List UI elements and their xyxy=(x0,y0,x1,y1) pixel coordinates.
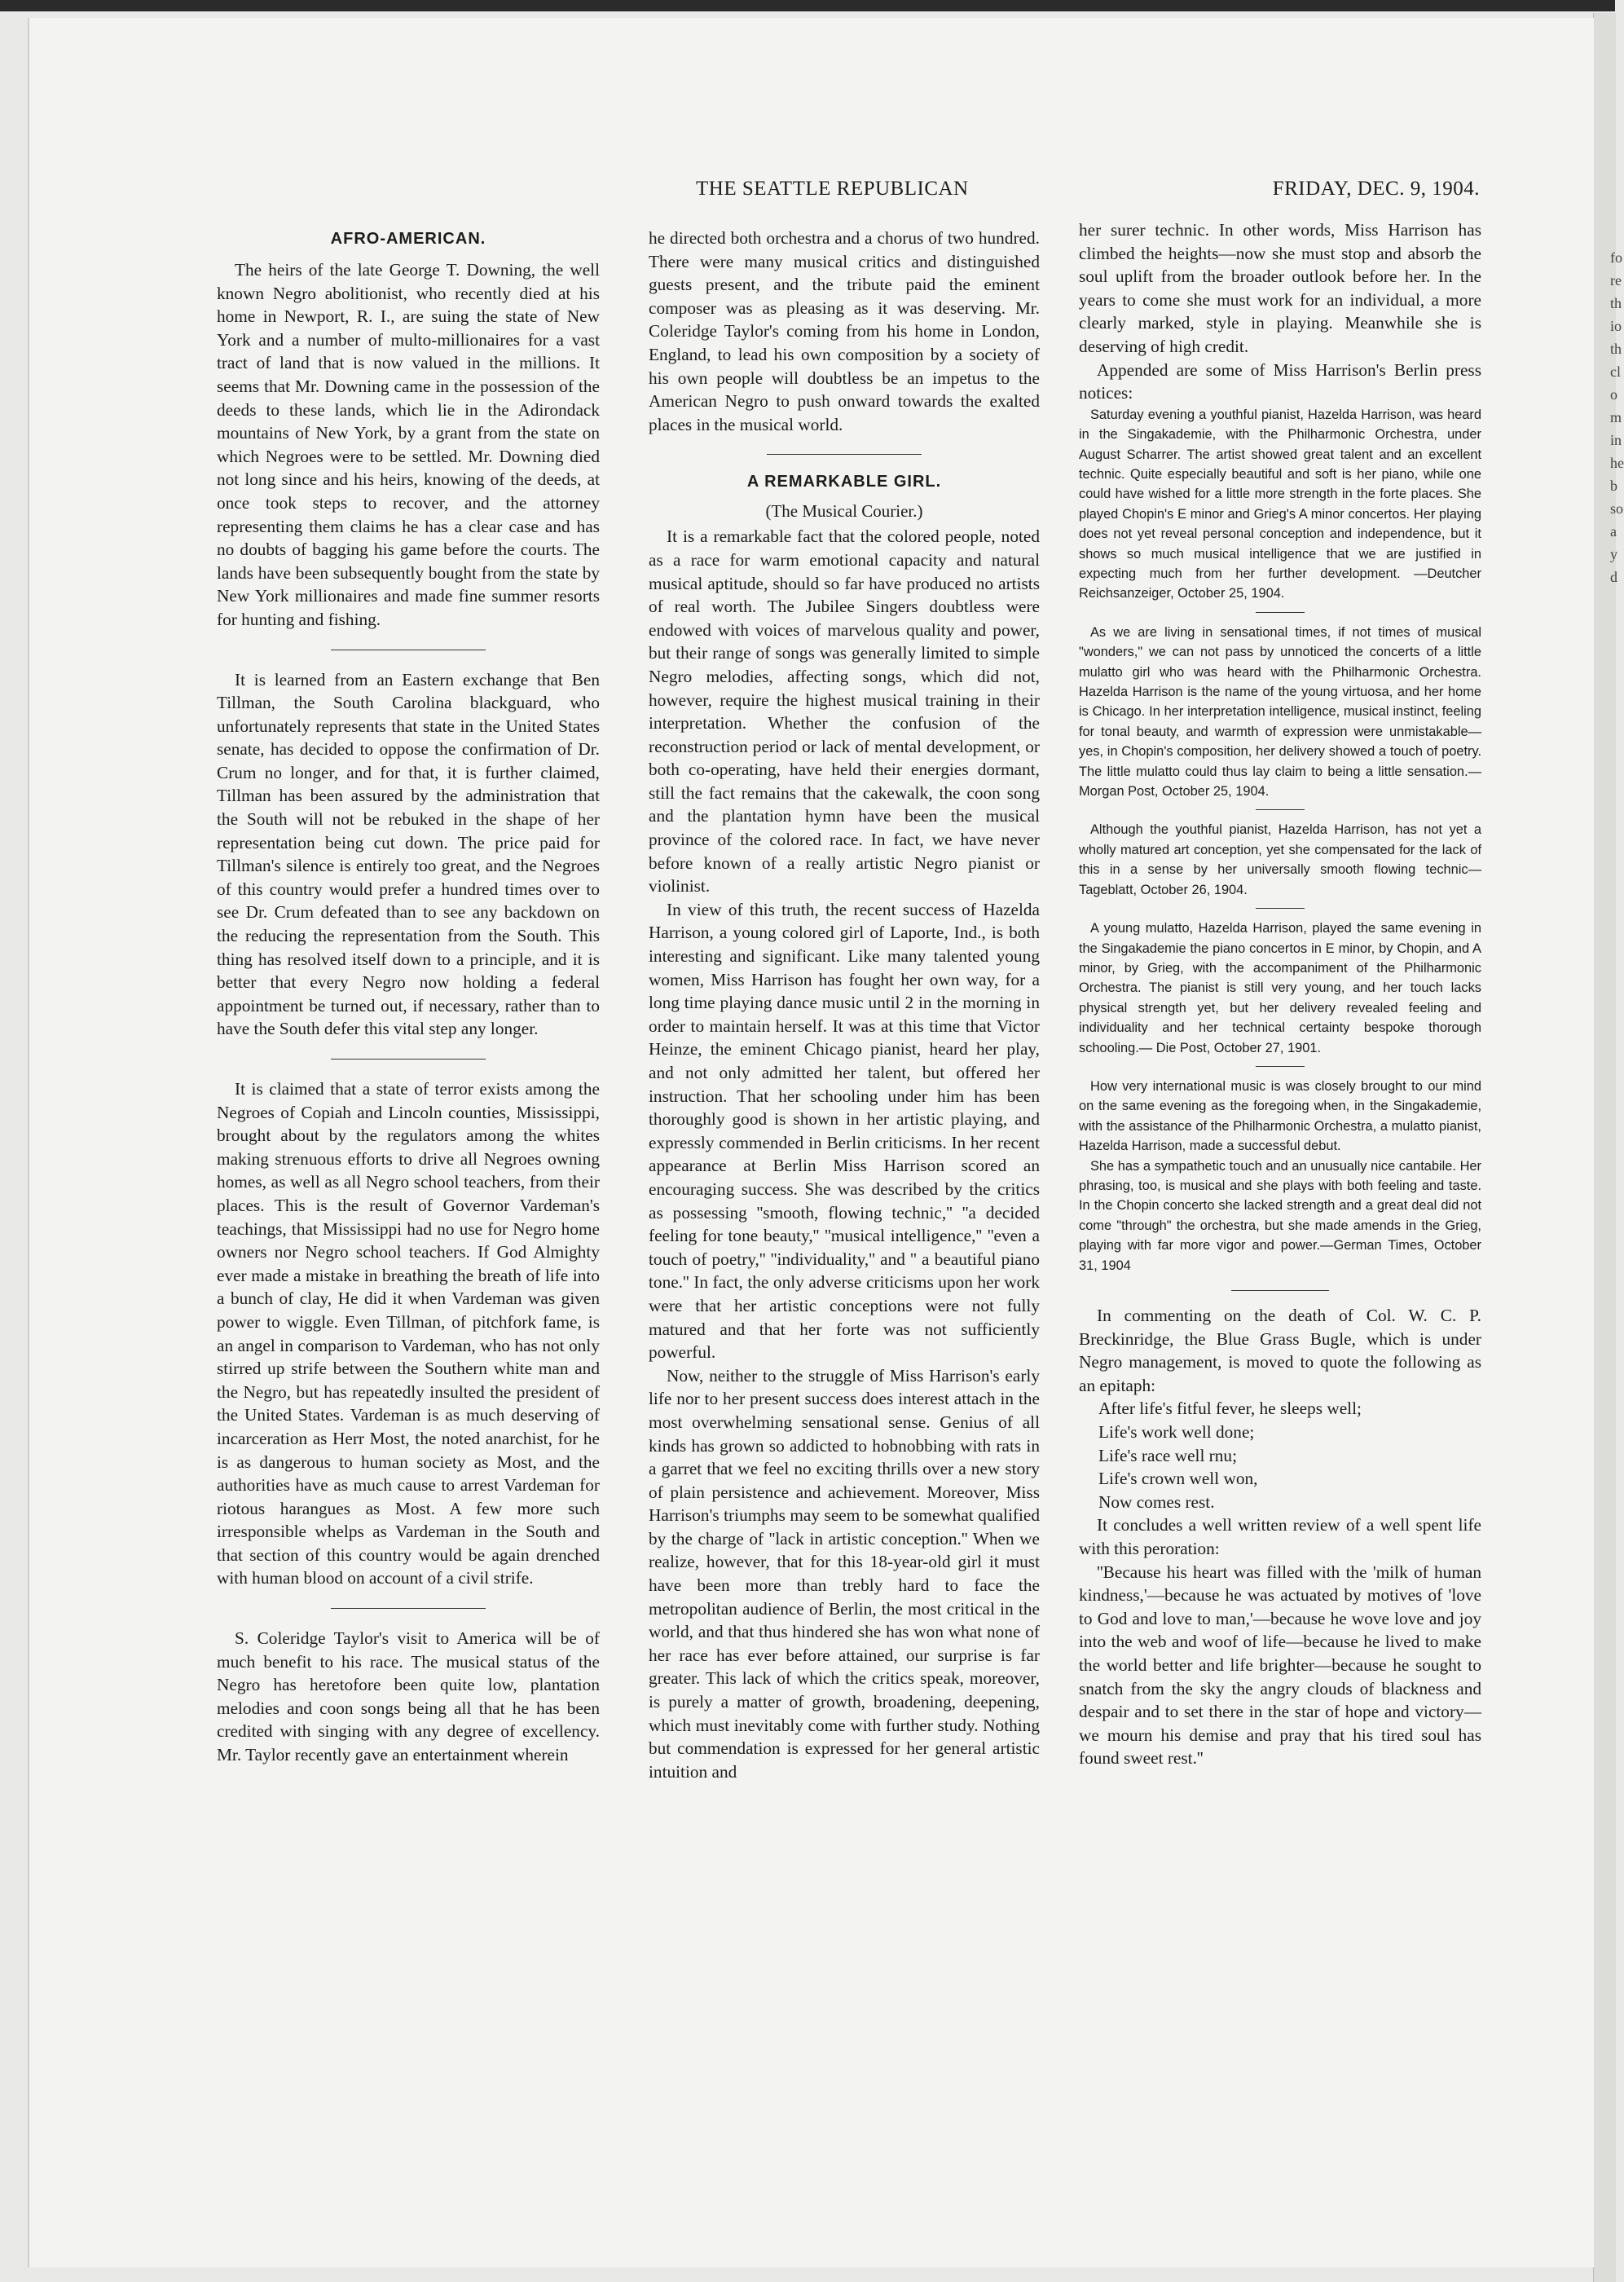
column-1 xyxy=(217,223,600,1767)
paper-title: THE SEATTLE REPUBLICAN xyxy=(696,178,969,200)
column-3 xyxy=(1079,218,1481,1770)
article-paragraph: he directed both orchestra and a chorus of two hundred. There were many musical critics and distinguished guests present, and the tribute paid the eminent composer was as pleasing as it was deserving. Mr. Coleridge Taylor's coming from his home in London, England, to lead his own composition by a society of his own people will doubtless be an impetus to the American Negro to push onward towards the exalted places in the musical world. xyxy=(649,228,1040,434)
article-paragraph: Now, neither to the struggle of Miss Harrison's early life nor to her present success does interest attach in the most overwhelming sensational sense. Genius of all kinds has grown so addicted to hobnobbing with rats in a garret that we feel no exciting thrills over a new story of plain persistence and achievement. Moreover, Miss Harrison's triumphs may seem to be somewhat qualified by the charge of ''lack in artistic conception.'' When we realize, however, that for this 18-year-old girl it must have been more than trebly hard to face the metropolitan audience of Berlin, the most critical in the world, and that thus hindered she has won what none of her race has ever before attained, our surprise is far greater. This lack of which the critics speak, moreover, is purely a matter of growth, broadening, deepening, which must inevitably come with further study. Nothing but commendation is expressed for her general artistic intuition and xyxy=(649,1365,1040,1782)
article-paragraph: It concludes a well written review of a well spent life with this peroration: xyxy=(1079,1515,1481,1558)
press-notice: Although the youthful pianist, Hazelda Harrison, has not yet a wholly matured art conception, yet she compensated for the lack of this in a sense by her universally smooth flowing technic—Tageblatt, October 26, 1904. xyxy=(1079,822,1481,897)
divider xyxy=(1256,612,1305,613)
divider xyxy=(1256,1066,1305,1067)
article-headline-afro-american: AFRO-AMERICAN. xyxy=(330,230,486,248)
newspaper-page xyxy=(28,18,1624,2267)
divider xyxy=(1231,1290,1329,1291)
press-notice: Saturday evening a youthful pianist, Hazelda Harrison, was heard in the Singakademie, with the Philharmonic Orchestra, under August Scharrer. The artist showed great talent and an excellent technic. Quite especially beautiful and soft is her piano, while one could have wished for a little more strength in the forte places. She played Chopin's E minor and Grieg's A minor concertos. Her playing does not yet reveal personal conception and independence, but it shows so much musical intelligence that we are justified in expecting much from her further development. —Deutcher Reichsanzeiger, October 25, 1904. xyxy=(1079,407,1481,601)
divider xyxy=(1256,908,1305,909)
divider xyxy=(1256,809,1305,810)
column-2 xyxy=(649,227,1040,1783)
press-notice: A young mulatto, Hazelda Harrison, played the same evening in the Singakademie the piano concertos in E minor, by Chopin, and A minor, by Grieg, with the accompaniment of the Philharmonic Orchestra. The pianist is still very young, and her touch lacks physical strength yet, but her delivery revealed feeling and individuality and her technical certainty bespoke thorough schooling.— Die Post, October 27, 1901. xyxy=(1079,921,1481,1055)
article-paragraph: S. Coleridge Taylor's visit to America will be of much benefit to his race. The musical status of the Negro has heretofore been quite low, plantation melodies and coon songs being all that he has been credited with singing with any degree of excellency. Mr. Taylor recently gave an entertainment wherein xyxy=(217,1628,600,1765)
poem-line: Now comes rest. xyxy=(1098,1491,1215,1512)
press-notice: As we are living in sensational times, if not times of musical "wonders," we can not pass by unnoticed the concerts of a little mulatto girl who was heard with the Philharmonic Orchestra. Hazelda Harrison is the name of the young virtuosa, and her home is Chicago. In her interpretation intelligence, musical instinct, feeling for tonal beauty, and warmth of expression were unmistakable—yes, in Chopin's composition, her delivery showed a touch of poetry. The little mulatto could thus lay claim to being a little sensation.—Morgan Post, October 25, 1904. xyxy=(1079,624,1481,800)
divider xyxy=(331,1059,486,1060)
poem-line: Life's crown well won, xyxy=(1098,1469,1258,1489)
adjacent-column-fragment: fo re th io th cl o m in he b so a y d xyxy=(1610,249,1624,585)
article-paragraph: In view of this truth, the recent success of Hazelda Harrison, a young colored girl of Laporte, Ind., is both interesting and significant. Like many talented young women, Miss Harrison has fought her own way, for a long time playing dance music until 2 in the morning in order to maintain herself. It was at this time that Victor Heinze, the eminent Chicago pianist, heard her play, and not only admitted her talent, but offered her instruction. That her schooling under him has been thoroughly good is shown in her artistic playing, and expressly commended in Berlin criticisms. In her recent appearance at Berlin Miss Harrison scored an encouraging success. She was described by the critics as possessing ''smooth, flowing technic,'' ''a decided feeling for tone beauty,'' ''musical intelligence,'' ''even a touch of poetry,'' ''individuality,'' and '' a beautiful piano tone.'' In fact, the only adverse criticisms upon her work were that her artistic conceptions were not fully matured and that her forte was not sufficiently powerful. xyxy=(649,899,1040,1363)
poem-line: Life's race well rnu; xyxy=(1098,1445,1237,1465)
press-notice: How very international music is was closely brought to our mind on the same evening as the foregoing when, in the Singakademie, with the assistance of the Philharmonic Orchestra, a mulatto pianist, Hazelda Harrison, made a successful debut. xyxy=(1079,1078,1481,1154)
divider xyxy=(767,454,922,455)
poem-line: Life's work well done; xyxy=(1098,1421,1255,1442)
article-paragraph: It is a remarkable fact that the colored people, noted as a race for warm emotional capacity and natural musical aptitude, should so far have produced no artists of real worth. The Jubilee Singers doubtless were endowed with voices of marvelous quality and power, but their range of songs was generally limited to simple Negro melodies, affecting songs, which did not, however, require the highest musical training in their interpretation. Whether the confusion of the reconstruction period or lack of mental development, or both co-operating, have held their energies dormant, still the fact remains that the cakewalk, the coon song and the plantation hymn have been the musical province of the colored race. In fact, we have never before known of a really artistic Negro pianist or violinist. xyxy=(649,526,1040,896)
epitaph-poem xyxy=(1079,1397,1481,1513)
divider xyxy=(331,1608,486,1609)
article-paragraph: The heirs of the late George T. Downing, the well known Negro abolitionist, who recently died at his home in Newport, R. I., are suing the state of New York and a number of multo-millionaires for a vast tract of land that is now valued in the millions. It seems that Mr. Downing came in the possession of the deeds to these lands, which lie in the Adirondack mountains of New York, by a grant from the state on which Negroes were to be settled. Mr. Downing died not long since and his heirs, knowing of the deeds, at once took steps to recover, and the attorney representing them claims he has a clear case and has no doubts of bagging his game before the courts. The lands have been subsequently bought from the state by New York millionaires and made fine summer resorts for hunting and fishing. xyxy=(217,260,600,629)
poem-line: After life's fitful fever, he sleeps well; xyxy=(1098,1399,1362,1419)
page-header xyxy=(192,178,1480,210)
article-paragraph: ''Because his heart was filled with the 'milk of human kindness,'—because he was actuated by motives of 'love to God and love to man,'—because he wove love and joy into the web and woof of life—because he lived to make the world better and life brighter—because he sought to snatch from the sky the angry clouds of blackness and despair and to set there in the star of hope and victory—we mourn his demise and pray that his tired soul has found sweet rest.'' xyxy=(1079,1562,1481,1769)
article-source: (The Musical Courier.) xyxy=(765,501,923,522)
article-paragraph: It is claimed that a state of terror exists among the Negroes of Copiah and Lincoln counties, Mississippi, brought about by the regulators among the whites making strenuous efforts to drive all Negroes owning homes, as well as all Negro school teachers, from their places. This is the result of Governor Vardeman's teachings, that Mississippi had no use for Negro home owners nor Negro school teachers. If God Almighty ever made a mistake in breathing the breath of life into a bunch of clay, He did it when Vardeman was given power to wiggle. Even Tillman, of pitchfork fame, is an angel in comparison to Vardeman, who has not only stirred up strife between the Southern white man and the Negro, but has repeatedly insulted the president of the United States. Vardeman is as much deserving of incarceration as Herr Most, the noted anarchist, for he is as dangerous to human society as Most, and the authorities have as much cause to arrest Vardeman for riotous harangues as Most. A few more such irresponsible whelps as Vardeman in the South and that section of this country would be again drenched with human blood on account of a civil strife. xyxy=(217,1079,600,1588)
article-paragraph: It is learned from an Eastern exchange that Ben Tillman, the South Carolina blackguard, who unfortunately represents that state in the United States senate, has decided to oppose the confirmation of Dr. Crum no longer, and for that, it is further claimed, Tillman has been assured by the administration that the South will not be rebuked in the shape of her representation being cut down. The price paid for Tillman's silence is entirely too great, and the Negroes of this country would prefer a hundred times over to see Dr. Crum defeated than to see any backdown on the reducing the representation from the South. This thing has resolved itself down to a principle, and it is better that every Negro now holding a federal appointment be turned out, if necessary, rather than to have the South defer this vital step any longer. xyxy=(217,669,600,1039)
article-headline-remarkable-girl: A REMARKABLE GIRL. xyxy=(746,473,942,491)
issue-date: FRIDAY, DEC. 9, 1904. xyxy=(1272,178,1480,200)
article-paragraph: her surer technic. In other words, Miss Harrison has climbed the heights—now she must stop and absorb the soul uplift from the broader outlook before her. In the years to come she must work for an individual, a more clearly marked, style in playing. Meanwhile she is deserving of high credit. xyxy=(1079,220,1481,356)
press-notice: She has a sympathetic touch and an unusually nice cantabile. Her phrasing, too, is musical and she plays with both feeling and taste. In the Chopin concerto she lacked strength and a great deal did not come "through" the orchestra, but she made amends in the Grieg, playing with far more vigor and power.—German Times, October 31, 1904 xyxy=(1079,1158,1481,1273)
article-paragraph: In commenting on the death of Col. W. C. P. Breckinridge, the Blue Grass Bugle, which is under Negro management, is moved to quote the following as an epitaph: xyxy=(1079,1306,1481,1395)
scan-top-edge xyxy=(0,0,1615,11)
article-paragraph: Appended are some of Miss Harrison's Berlin press notices: xyxy=(1079,359,1481,403)
